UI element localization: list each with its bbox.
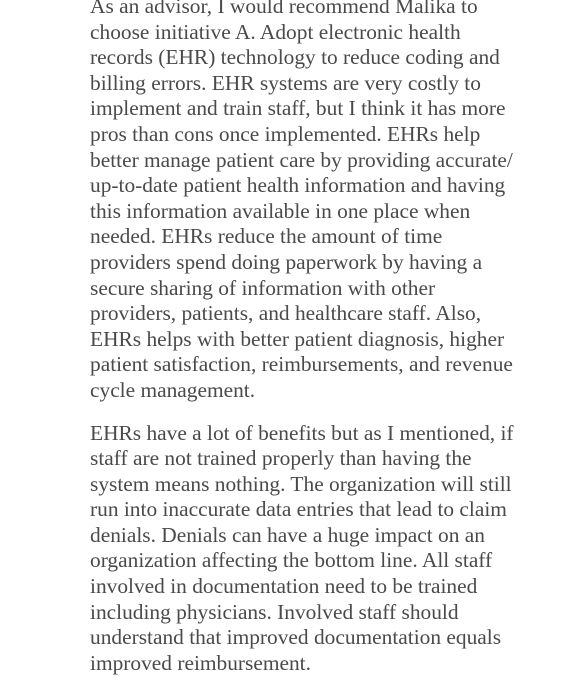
text-line: implement and train staff, but I think it has more xyxy=(90,96,506,121)
text-line: cycle management. xyxy=(90,377,256,402)
paragraph-recommendation xyxy=(90,0,576,404)
text-line: billing errors. EHR systems are very costly to xyxy=(90,70,481,95)
text-line: this information available in one place when xyxy=(90,198,471,223)
text-line: organization affecting the bottom line. All staff xyxy=(90,548,493,573)
text-line: providers spend doing paperwork by having a xyxy=(90,249,483,274)
text-line: understand that improved documentation equals xyxy=(90,625,502,650)
text-line: patient satisfaction, reimbursements, and revenue xyxy=(90,352,513,377)
paragraph-training xyxy=(90,421,576,677)
text-line: involved in documentation need to be trained xyxy=(90,574,478,599)
text-line: denials. Denials can have a huge impact on an xyxy=(90,522,485,547)
text-line: EHRs have a lot of benefits but as I mentioned, if xyxy=(90,420,514,445)
document-body xyxy=(90,0,576,676)
text-line: providers, patients, and healthcare staff. Also, xyxy=(90,301,482,326)
text-line: needed. EHRs reduce the amount of time xyxy=(90,224,443,249)
text-line: run into inaccurate data entries that lead to claim xyxy=(90,497,507,522)
text-line: improved reimbursement. xyxy=(90,650,311,675)
text-line: staff are not trained properly than having the xyxy=(90,446,472,471)
text-line: choose initiative A. Adopt electronic health xyxy=(90,19,461,44)
text-line: pros than cons once implemented. EHRs help xyxy=(90,121,481,146)
text-line: EHRs helps with better patient diagnosis, higher xyxy=(90,326,505,351)
text-line: better manage patient care by providing accurate/ xyxy=(90,147,513,172)
text-line: secure sharing of information with other xyxy=(90,275,436,300)
text-line: system means nothing. The organization will still xyxy=(90,471,512,496)
text-line: up-to-date patient health information and having xyxy=(90,173,506,198)
text-line: including physicians. Involved staff should xyxy=(90,599,459,624)
text-line: records (EHR) technology to reduce coding and xyxy=(90,45,500,70)
text-line: As an advisor, I would recommend Malika to xyxy=(90,0,478,18)
